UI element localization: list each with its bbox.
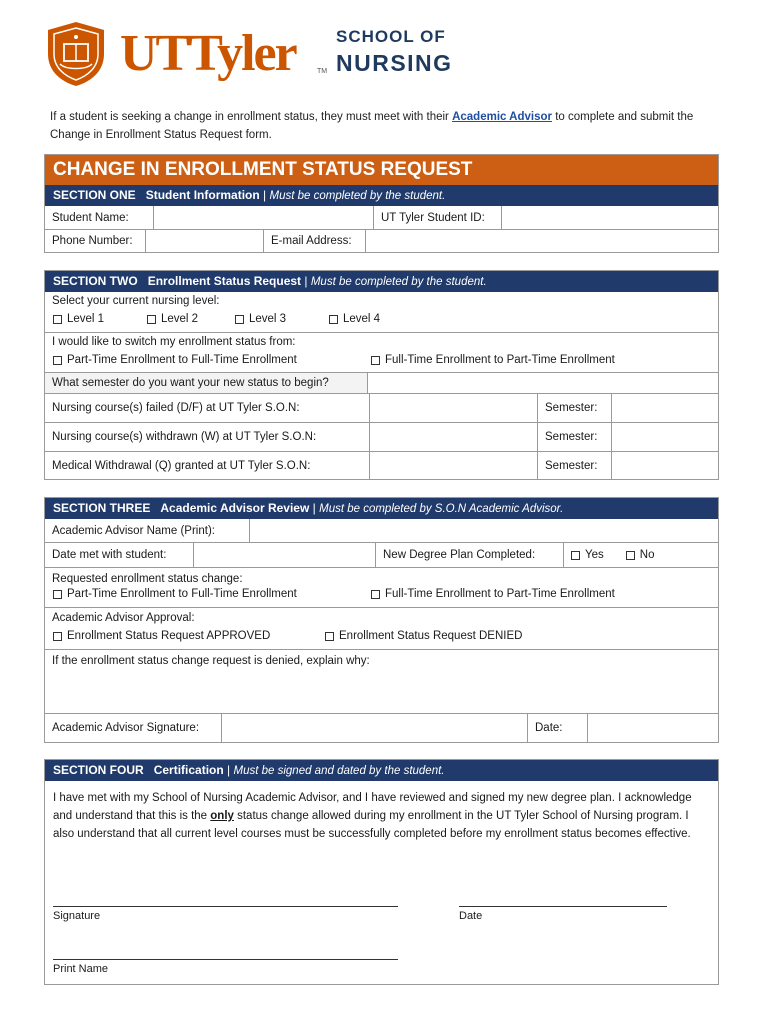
level-4-option[interactable]: Level 4 xyxy=(329,313,380,325)
withdrawn-courses-field[interactable] xyxy=(369,423,537,451)
ut-tyler-shield-icon xyxy=(44,20,108,88)
intro-text: If a student is seeking a change in enrollment status, they must meet with their Academic Advisor to complete and submit the Change in Enrollment Status Request form. xyxy=(50,111,694,141)
checkbox-icon[interactable] xyxy=(371,356,380,365)
date-met-label: Date met with student: xyxy=(52,549,167,561)
medical-semester-field[interactable] xyxy=(611,452,718,479)
section-one-header: SECTION ONE Student Information | Must be completed by the student. xyxy=(45,185,718,206)
signature-label: Signature xyxy=(53,910,101,922)
failed-courses-field[interactable] xyxy=(369,394,537,422)
student-id-field[interactable] xyxy=(501,206,718,229)
switch-prompt: I would like to switch my enrollment status from: xyxy=(52,336,296,348)
section-three-form xyxy=(44,497,719,743)
date-label: Date xyxy=(459,910,483,922)
student-signature-line[interactable] xyxy=(53,906,398,907)
medical-withdrawal-label: Medical Withdrawal (Q) granted at UT Tyler S.O.N: xyxy=(52,459,311,472)
section-three-header: SECTION THREE Academic Advisor Review | Must be completed by S.O.N Academic Advisor. xyxy=(45,498,718,519)
print-name-line[interactable] xyxy=(53,959,398,960)
yes-checkbox-icon[interactable] xyxy=(571,551,580,560)
date-met-field[interactable] xyxy=(193,543,375,567)
requested-change-row xyxy=(45,567,718,607)
phone-field[interactable] xyxy=(145,230,263,252)
checkbox-icon[interactable] xyxy=(235,315,244,324)
failed-semester-label: Semester: xyxy=(537,394,611,422)
academic-advisor-link[interactable]: Academic Advisor xyxy=(452,111,552,123)
advisor-name-field[interactable] xyxy=(249,519,718,542)
level-3-option[interactable]: Level 3 xyxy=(235,313,286,325)
section-one-form xyxy=(44,154,719,253)
degree-plan-options xyxy=(563,543,718,567)
full-to-part-option[interactable]: Full-Time Enrollment to Part-Time Enrollment xyxy=(371,354,615,366)
medical-withdrawal-row xyxy=(45,451,718,479)
checkbox-icon[interactable] xyxy=(325,632,334,641)
section-two-header: SECTION TWO Enrollment Status Request | Must be completed by the student. xyxy=(45,271,718,292)
phone-email-row xyxy=(45,229,718,252)
email-field[interactable] xyxy=(365,230,718,252)
level-1-option[interactable]: Level 1 xyxy=(53,313,104,325)
student-id-label: UT Tyler Student ID: xyxy=(373,206,501,229)
switch-status-row xyxy=(45,332,718,372)
advisor-date-label: Date: xyxy=(527,714,587,742)
logo-header xyxy=(44,20,484,92)
semester-begin-field[interactable] xyxy=(367,373,718,393)
withdrawn-semester-label: Semester: xyxy=(537,423,611,451)
semester-begin-label: What semester do you want your new status to begin? xyxy=(45,373,367,393)
student-date-line[interactable] xyxy=(459,906,667,907)
failed-courses-row xyxy=(45,393,718,422)
section-two-form xyxy=(44,270,719,480)
form-title: CHANGE IN ENROLLMENT STATUS REQUEST xyxy=(45,155,718,185)
explain-prompt: If the enrollment status change request is denied, explain why: xyxy=(52,655,370,667)
checkbox-icon[interactable] xyxy=(371,590,380,599)
phone-label: Phone Number: xyxy=(52,235,133,247)
student-name-label: Student Name: xyxy=(52,211,129,224)
no-label: No xyxy=(639,549,655,561)
advisor-full-to-part-option[interactable]: Full-Time Enrollment to Part-Time Enrollment xyxy=(371,588,615,600)
medical-semester-label: Semester: xyxy=(537,452,611,479)
nursing-level-row xyxy=(45,292,718,332)
checkbox-icon[interactable] xyxy=(53,590,62,599)
denial-explanation-row[interactable] xyxy=(45,649,718,713)
requested-prompt: Requested enrollment status change: xyxy=(52,573,243,585)
brand-wordmark: UTTyler xyxy=(120,25,296,82)
nursing-label: NURSING xyxy=(336,50,453,76)
withdrawn-courses-row xyxy=(45,422,718,451)
approval-prompt: Academic Advisor Approval: xyxy=(52,612,195,624)
print-name-label: Print Name xyxy=(53,963,109,975)
advisor-approval-row xyxy=(45,607,718,649)
checkbox-icon[interactable] xyxy=(53,632,62,641)
yes-label: Yes xyxy=(585,549,604,561)
email-label: E-mail Address: xyxy=(263,230,365,252)
school-of-label: SCHOOL OF xyxy=(336,27,446,46)
checkbox-icon[interactable] xyxy=(53,315,62,324)
failed-semester-field[interactable] xyxy=(611,394,718,422)
section-four-form xyxy=(44,759,719,985)
medical-withdrawal-field[interactable] xyxy=(369,452,537,479)
certification-text: I have met with my School of Nursing Academic Advisor, and I have reviewed and signed my new degree plan. I acknowledge and understand that this is the only status change allowed during my enrollment in the UT Tyler School of Nursing program. I also understand that all current level courses must be successfully completed before my enrollment status becomes effective. xyxy=(53,792,692,840)
approved-option[interactable]: Enrollment Status Request APPROVED xyxy=(53,630,270,642)
checkbox-icon[interactable] xyxy=(53,356,62,365)
advisor-signature-row xyxy=(45,713,718,742)
advisor-signature-field[interactable] xyxy=(221,714,527,742)
advisor-name-row xyxy=(45,519,718,542)
advisor-part-to-full-option[interactable]: Part-Time Enrollment to Full-Time Enrollment xyxy=(53,588,297,600)
withdrawn-courses-label: Nursing course(s) withdrawn (W) at UT Tyler S.O.N: xyxy=(52,431,317,443)
student-name-row xyxy=(45,206,718,229)
trademark: TM xyxy=(317,68,328,75)
degree-plan-label: New Degree Plan Completed: xyxy=(375,543,563,567)
no-checkbox-icon[interactable] xyxy=(626,551,635,560)
date-met-row xyxy=(45,542,718,567)
advisor-date-field[interactable] xyxy=(587,714,718,742)
denied-option[interactable]: Enrollment Status Request DENIED xyxy=(325,630,522,642)
advisor-name-label: Academic Advisor Name (Print): xyxy=(52,524,215,537)
part-to-full-option[interactable]: Part-Time Enrollment to Full-Time Enrollment xyxy=(53,354,297,366)
withdrawn-semester-field[interactable] xyxy=(611,423,718,451)
checkbox-icon[interactable] xyxy=(329,315,338,324)
level-2-option[interactable]: Level 2 xyxy=(147,313,198,325)
advisor-signature-label: Academic Advisor Signature: xyxy=(52,722,200,734)
checkbox-icon[interactable] xyxy=(147,315,156,324)
student-name-field[interactable] xyxy=(153,206,373,229)
failed-courses-label: Nursing course(s) failed (D/F) at UT Tyler S.O.N: xyxy=(52,402,300,414)
section-four-header: SECTION FOUR Certification | Must be signed and dated by the student. xyxy=(45,760,718,781)
level-prompt: Select your current nursing level: xyxy=(52,295,220,307)
semester-begin-row xyxy=(45,372,718,393)
